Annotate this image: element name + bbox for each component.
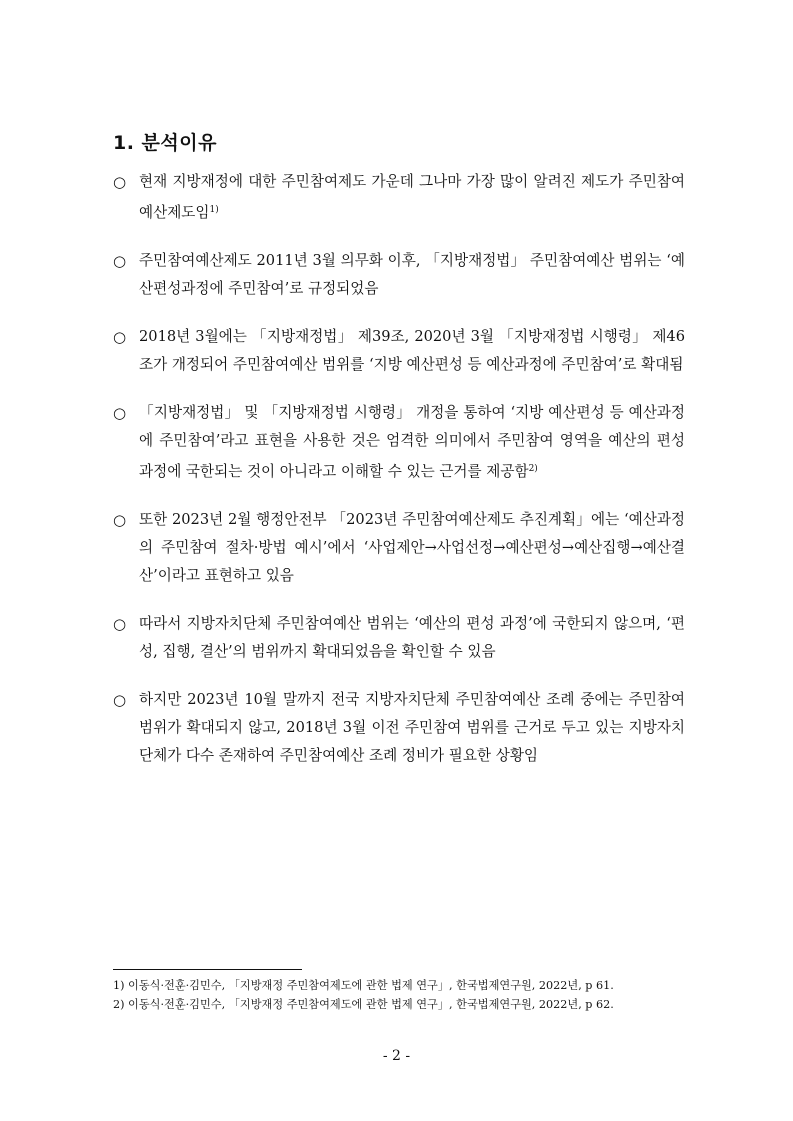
bullet-item (113, 247, 685, 303)
bullet-text: 2018년 3월에는 「지방재정법」 제39조, 2020년 3월 「지방재정법 시행령」 제46조가 개정되어 주민참여예산 범위를 ‘지방 예산편성 등 예산과정에 주민참여’로 확대됨 (139, 328, 685, 373)
circle-bullet-icon: ○ (113, 328, 127, 346)
bullet-item (113, 506, 685, 590)
bullet-text: 하지만 2023년 10월 말까지 전국 지방자치단체 주민참여예산 조례 중에는 주민참여 범위가 확대되지 않고, 2018년 3월 이전 주민참여 범위를 근거로 두고 있는 지방자치단체가 다수 존재하여 주민참여예산 조례 정비가 필요한 상황임 (139, 691, 685, 764)
bullet-text: 따라서 지방자치단체 주민참여예산 범위는 ‘예산의 편성 과정’에 국한되지 않으며, ‘편성, 집행, 결산’의 범위까지 확대되었음을 확인할 수 있음 (139, 615, 685, 660)
bullet-item (113, 168, 685, 227)
footnote-divider (113, 969, 302, 970)
bullet-text: 또한 2023년 2월 행정안전부 「2023년 주민참여예산제도 추진계획」에는 ‘예산과정의 주민참여 절차·방법 예시’에서 ‘사업제안→사업선정→예산편성→예산집행→예산결산’이라고 표현하고 있음 (139, 511, 685, 584)
circle-bullet-icon: ○ (113, 691, 127, 709)
footnotes (113, 976, 685, 1014)
circle-bullet-icon: ○ (113, 173, 127, 191)
footnote-2: 2) 이동식·전훈·김민수, 「지방재정 주민참여제도에 관한 법제 연구」, 한국법제연구원, 2022년, p 62. (113, 998, 614, 1011)
bullet-item (113, 399, 685, 486)
bullet-list (113, 168, 685, 790)
section-heading: 1. 분석이유 (113, 132, 217, 154)
footnote-ref: 2) (528, 464, 538, 474)
bullet-item (113, 323, 685, 379)
bullet-text: 「지방재정법」 및 「지방재정법 시행령」 개정을 통하여 ‘지방 예산편성 등 예산과정에 주민참여’라고 표현을 사용한 것은 엄격한 의미에서 주민참여 영역을 예산의 편성 과정에 국한되는 것이 아니라고 이해할 수 있는 근거를 제공함 (139, 404, 685, 480)
bullet-text: 현재 지방재정에 대한 주민참여제도 가운데 그나마 가장 많이 알려진 제도가 주민참여예산제도임 (139, 173, 685, 221)
circle-bullet-icon: ○ (113, 615, 127, 633)
bullet-item (113, 610, 685, 666)
bullet-text: 주민참여예산제도 2011년 3월 의무화 이후, 「지방재정법」 주민참여예산 범위는 ‘예산편성과정에 주민참여’로 규정되었음 (139, 252, 685, 297)
footnote-1: 1) 이동식·전훈·김민수, 「지방재정 주민참여제도에 관한 법제 연구」, 한국법제연구원, 2022년, p 61. (113, 979, 614, 992)
circle-bullet-icon: ○ (113, 511, 127, 529)
footnote-ref: 1) (209, 205, 219, 215)
circle-bullet-icon: ○ (113, 252, 127, 270)
page-number: - 2 - (382, 1048, 411, 1064)
circle-bullet-icon: ○ (113, 404, 127, 422)
bullet-item (113, 686, 685, 770)
